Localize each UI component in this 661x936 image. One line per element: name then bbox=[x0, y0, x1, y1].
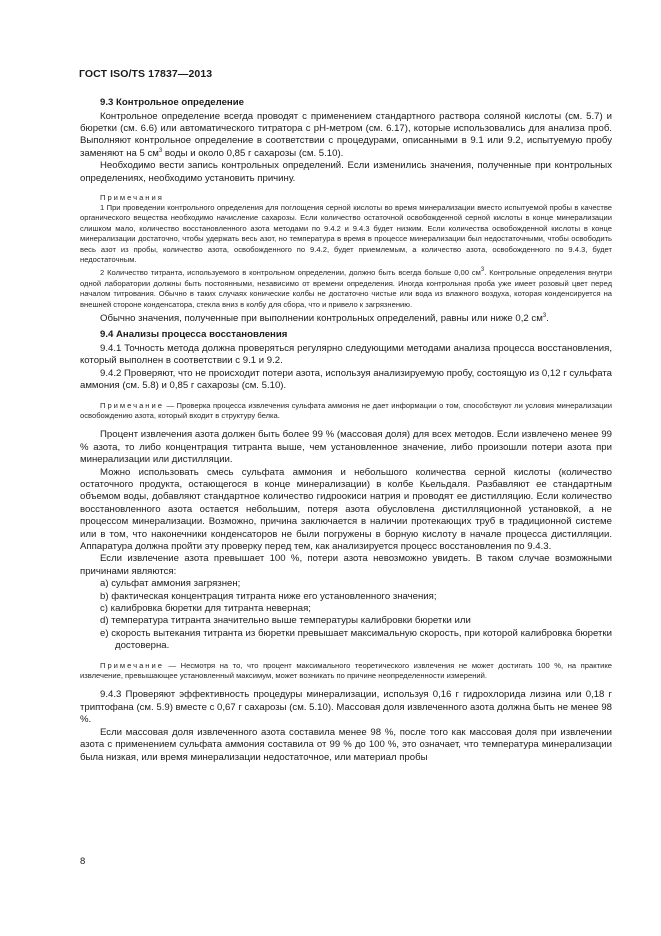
list-item: b) фактическая концентрация титранта ниже его установленного значения; bbox=[100, 590, 437, 602]
paragraph: Процент извлечения азота должен быть более 99 % (массовая доля) для всех методов. Если извлечено менее 99 % азота, то либо концентрация титранта выше, чем установленное значение, либо произошли потери азота при минерализации или дистилляции. bbox=[80, 429, 612, 466]
note: 2 Количество титранта, используемого в контрольном определении, должно быть всегда больше 0,00 $см^3$. Контрольные определения внутри одной лаборатории должны быть постоянными, независимо от времени определения. Иногда контрольная проба уже имеет розовый цвет перед началом титрования. Обычно в таких случаях конические колбы не достаточно чистые или вода из влажного воздуха, которая конденсируется на внешней стороне конденсатора, стекла вниз в колбу для сбора, что и привело к загрязнению. bbox=[80, 267, 612, 309]
paragraph: 9.4.1 Точность метода должна проверяться регулярно следующими методами анализа процесса восстановления, который выполнен в соответствии с 9.1 и 9.2. bbox=[80, 342, 612, 367]
list-item: d) температура титранта значительно выше температуры калибровки бюретки или bbox=[100, 615, 471, 627]
note: Примечание — Проверка процесса извлечения сульфата аммония не дает информации о том, способствуют ли условия минерализации освобождению азота, который входит в структуру белка. bbox=[80, 400, 612, 420]
section-heading-9-4: 9.4 Анализы процесса восстановления bbox=[100, 329, 288, 341]
paragraph: Если массовая доля извлеченного азота составила менее 98 %, после того как массовая доля при извлечении азота с применением сульфата аммония составила от 99 % до 100 %, это означает, что температура минерализации была низкая, или время минерализации недостаточное, или материал пробы bbox=[80, 726, 612, 763]
document-header: ГОСТ ISO/TS 17837—2013 bbox=[79, 68, 213, 80]
paragraph: 9.4.3 Проверяют эффективность процедуры минерализации, используя 0,16 г гидрохлорида лизина или 0,18 г триптофана (см. 5.9) вместе с 0,67 г сахарозы (см. 5.10). Массовая доля извлеченного азота должна быть не менее 98 %. bbox=[80, 689, 612, 726]
paragraph: Обычно значения, полученные при выполнении контрольных определений, равны или ниже 0,2 $см^3$. bbox=[100, 313, 549, 324]
note: Примечание — Несмотря на то, что процент максимального теоретического извлечения не может достигать 100 %, на практике извлечение, превышающее установленный максимум, может возникать по причине неопределенности измерений. bbox=[80, 660, 612, 681]
list-item: c) калибровка бюретки для титранта неверная; bbox=[100, 603, 311, 615]
notes-title: Примечания bbox=[100, 192, 164, 202]
paragraph: 9.4.2 Проверяют, что не происходит потери азота, используя анализируемую пробу, состоящую из 0,12 г сульфата аммония (см. 5.8) и 0,85 г сахарозы (см. 5.10). bbox=[80, 367, 612, 392]
causes-list bbox=[100, 578, 612, 652]
note: 1 При проведении контрольного определения для поглощения серной кислоты во время минерализации вместо испытуемой пробы в качестве органического вещества необходимо начисление сахарозы. Если количество остаточной освобожденной серной кислоты в конце минерализации слишком мало, количество восстановленного азота методами по 9.4.2 и 9.4.3 будет низким. Если количества освобожденной кислоты в конце минерализации достаточно, чтобы удержать весь азот, но температура в время в процессе минерализации был недостаточными, чтобы освободить весь азот из пробы, количество азота, освобожденного по 9.4.2, будет приемлемым, а количество азота, освобожденного по 9.4.3, будет недостаточным. bbox=[80, 202, 612, 264]
list-item: e) скорость вытекания титранта из бюретки превышает максимальную скорость, при которой калибровка бюретки достоверна. bbox=[100, 627, 612, 652]
list-item: a) сульфат аммония загрязнен; bbox=[100, 578, 241, 590]
page-number: 8 bbox=[80, 856, 86, 867]
paragraph: Необходимо вести запись контрольных определений. Если изменились значения, полученные при контрольных определениях, необходимо установить причину. bbox=[80, 160, 612, 184]
document-body bbox=[80, 93, 612, 764]
paragraph: Если извлечение азота превышает 100 %, потери азота невозможно увидеть. В таком случае возможными причинами являются: bbox=[80, 553, 612, 577]
paragraph: Контрольное определение всегда проводят с применением стандартного раствора соляной кислоты (см. 5.7) и бюретки (см. 6.6) или автоматического титратора с рН-метром (см. 6.17), которые использовались для анализа проб. Выполняют контрольное определение в соответствии с процедурами, описанными в 9.1 или 9.2, испытуемую пробу заменяют на 5 $см^3$ воды и около 0,85 г сахарозы (см. 5.10). bbox=[80, 110, 612, 159]
paragraph: Можно использовать смесь сульфата аммония и небольшого количества серной кислоты (количество остаточного продукта, остающегося в конце минерализации) в колбе Кьельдаля. Разбавляют ее стандартным объемом воды, добавляют стандартное количество гидроокиси натрия и проводят ее дистилляцию. Если количество восстановленного азота остается небольшим, потеря азота обусловлена дистилляционной установкой, а не процессом минерализации. Возможно, причина заключается в наличии протекающих труб в традиционной системе или в том, что наконечники конденсаторов не были погружены в борную кислоту в начале процесса дистилляции. Аппаратура должна пройти эту проверку перед тем, как анализируется процесс восстановления по 9.4.3. bbox=[80, 466, 612, 552]
section-heading-9-3: 9.3 Контрольное определение bbox=[100, 97, 244, 108]
